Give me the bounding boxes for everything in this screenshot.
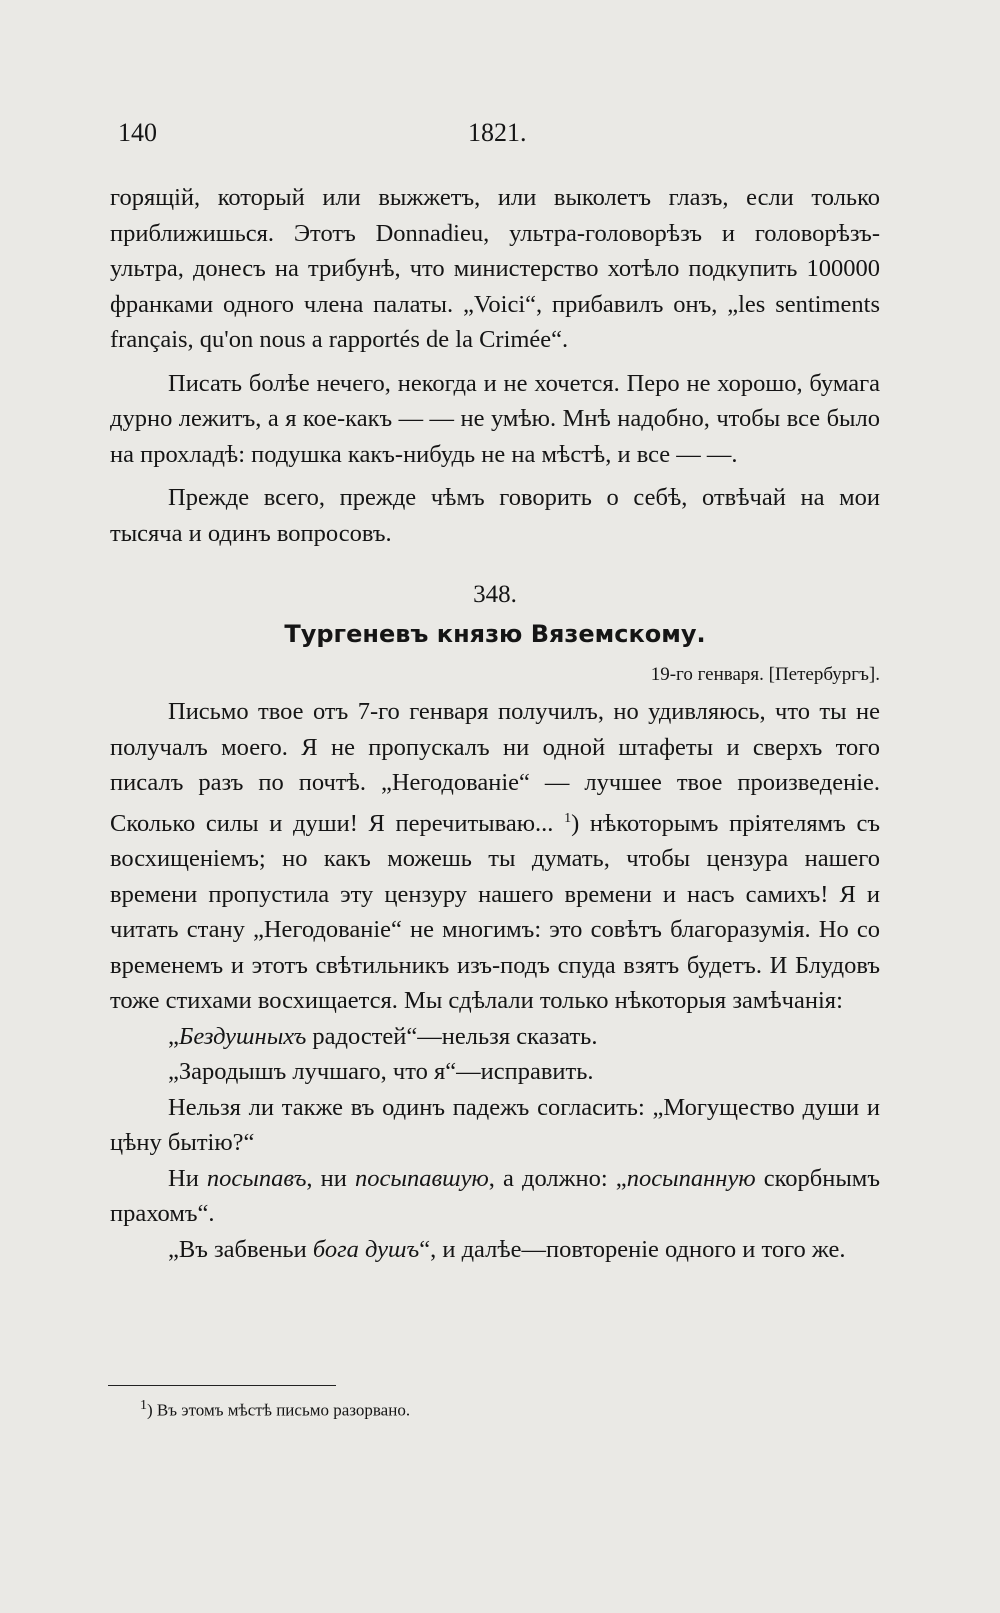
footnote-reference: 1 [564, 810, 572, 826]
letter-dateline: 19-го генваря. [Петербургъ]. [650, 664, 880, 685]
footnote-text: ) Въ этомъ мѣстѣ письмо разорвано. [147, 1400, 411, 1420]
remark [110, 1232, 880, 1268]
remark [110, 1019, 880, 1055]
text-run: Ни [168, 1164, 207, 1192]
paragraph [110, 694, 880, 1019]
italic-word: бога душъ [312, 1235, 420, 1263]
remark: „Зародышъ лучшаго, что я“—исправить. [168, 1058, 594, 1086]
remark: Нельзя ли также въ одинъ падежъ согласить: „Могущество души и цѣну бытію?“ [110, 1093, 880, 1157]
italic-word: Бездушныхъ [178, 1022, 307, 1050]
page-number: 140 [118, 118, 157, 147]
paragraph: Прежде всего, прежде чѣмъ говорить о себѣ, отвѣчай на мои тысяча и одинъ вопросовъ. [110, 484, 880, 547]
remark [110, 1161, 880, 1232]
text-run: радостей“—нельзя сказать. [306, 1022, 598, 1050]
text-run: ) нѣкоторымъ пріятелямъ съ восхищеніемъ; но какъ можешь ты думать, чтобы цензура нашего времени пропустила эту цензуру нашего времени и насъ самихъ! Я и читать стану „Негодованіе“ не многимъ: это совѣтъ благоразумія. Но со временемъ и этотъ свѣтильникъ изъ-подъ спуда взятъ будетъ. И Блудовъ тоже стихами восхищается. Мы сдѣлали только нѣкоторыя замѣчанія: [110, 809, 881, 1015]
paragraph: Писать болѣе нечего, некогда и не хочется. Перо не хорошо, бумага дурно лежитъ, а я кое-какъ — — не умѣю. Мнѣ надобно, чтобы все было на прохладѣ: подушка какъ-нибудь не на мѣстѣ, и все — —. [110, 369, 880, 468]
page-body [110, 180, 880, 1267]
footnote-marker: 1 [140, 1398, 147, 1413]
italic-word: посыпанную [626, 1164, 756, 1192]
italic-word: посыпавшую [355, 1164, 489, 1192]
text-run: „ [168, 1022, 179, 1050]
footnote-divider [108, 1385, 336, 1386]
letter-title: Тургеневъ князю Вяземскому. [284, 619, 706, 648]
italic-word: посыпавъ [206, 1164, 307, 1192]
paragraph: горящій, который или выжжетъ, или выколетъ глазъ, если только приближишься. Этотъ Donnadieu, ультра-головорѣзъ и головорѣзъ-ультра, донесъ на трибунѣ, что министерство хотѣло подкупить 100000 франками одного члена палаты. „Voici“, прибавилъ онъ, „les sentiments français, qu'on nous a rapportés de la Crimée“. [110, 184, 880, 353]
text-run: скорбнымъ прахомъ“. [110, 1164, 880, 1228]
text-run: “, и далѣе—повтореніе одного и того же. [419, 1235, 846, 1263]
text-run: Письмо твое отъ 7-го генваря получилъ, но удивляюсь, что ты не получалъ моего. Я не пропускалъ ни одной штафеты и сверхъ того писалъ разъ по почтѣ. „Негодованіе“ — лучшее твое произведеніе. Сколько силы и души! Я перечитываю... [110, 698, 880, 837]
running-title: 1821. [468, 118, 527, 147]
footnote [140, 1398, 410, 1421]
text-run: , ни [306, 1164, 355, 1192]
page-header [118, 118, 878, 158]
text-run: , а должно: „ [488, 1164, 627, 1192]
text-run: „Въ забвеньи [168, 1235, 313, 1263]
letter-number: 348. [473, 581, 517, 608]
